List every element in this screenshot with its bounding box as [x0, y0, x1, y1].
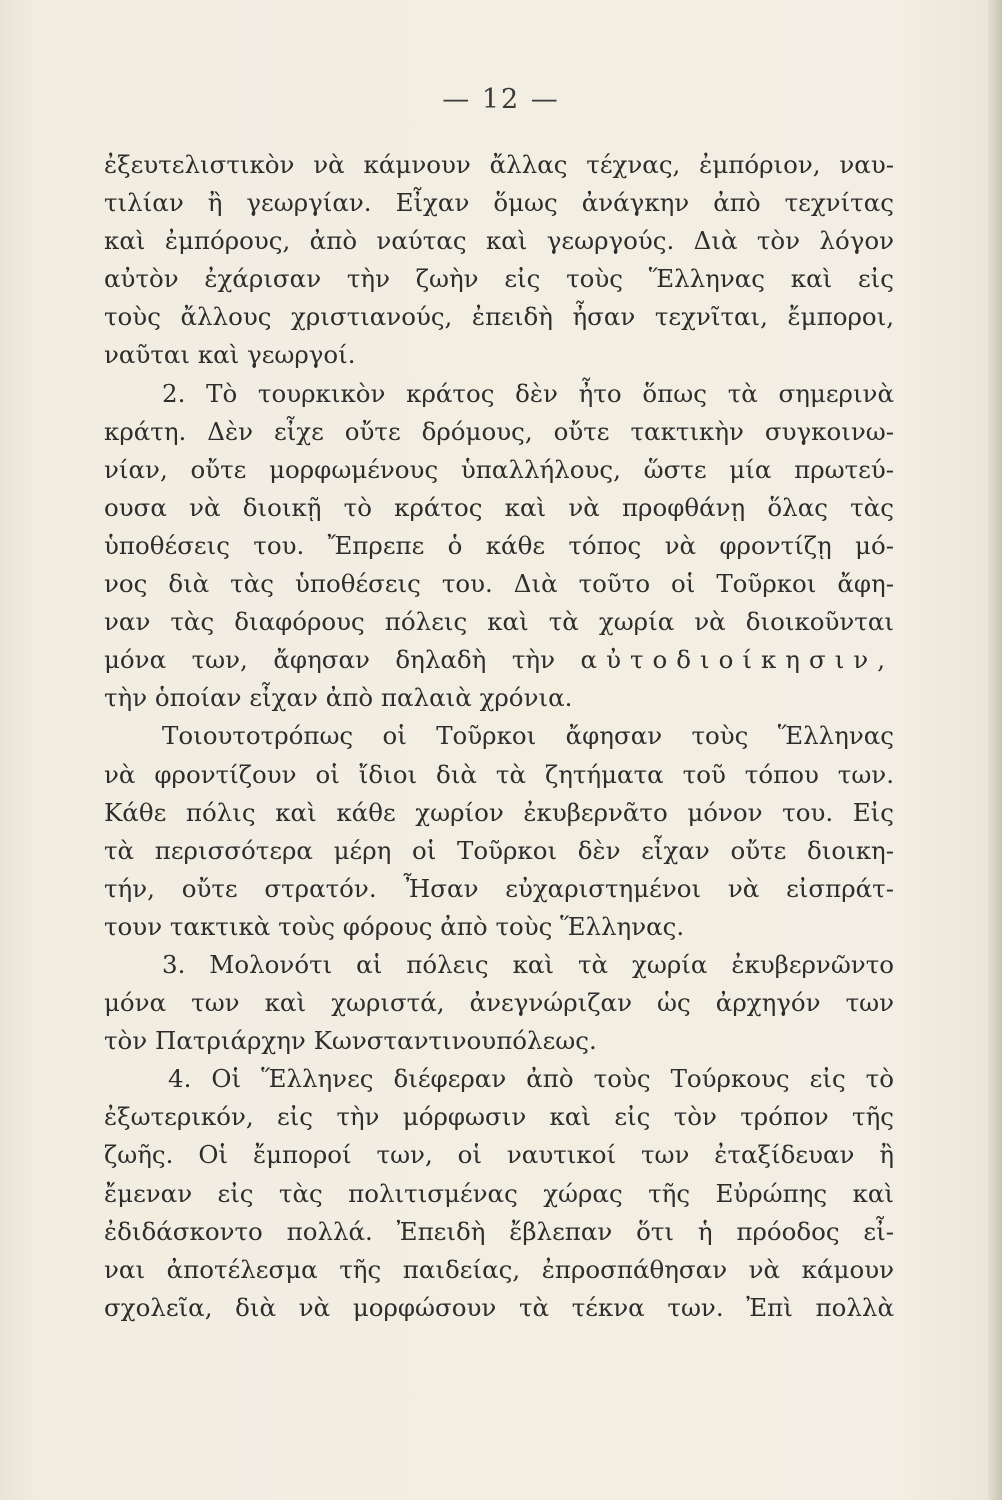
text-line: σχολεῖα, διὰ νὰ μορφώσουν τὰ τέκνα των. Ἐπὶ πολλὰ: [104, 1292, 894, 1322]
text-line: τὸν Πατριάρχην Κωνσταντινουπόλεως.: [104, 1026, 597, 1056]
text-line: ἔμεναν εἰς τὰς πολιτισμένας χώρας τῆς Εὐρώπης καὶ: [104, 1178, 894, 1208]
text-line: 3. Μολονότι αἱ πόλεις καὶ τὰ χωρία ἐκυβερνῶντο: [162, 949, 894, 979]
text-line: 2. Τὸ τουρκικὸν κράτος δὲν ἦτο ὅπως τὰ σημερινὰ: [162, 378, 894, 408]
text-line: Κάθε πόλις καὶ κάθε χωρίον ἐκυβερνᾶτο μόνον του. Εἰς: [104, 797, 894, 827]
body-text: [104, 146, 894, 1327]
text-line: ναῦται καὶ γεωργοί.: [104, 340, 356, 370]
text-line: τὴν ὁποίαν εἶχαν ἀπὸ παλαιὰ χρόνια.: [104, 683, 573, 713]
text-line: τουν τακτικὰ τοὺς φόρους ἀπὸ τοὺς Ἕλληνας.: [104, 911, 685, 941]
text-line: ἐξωτερικόν, εἰς τὴν μόρφωσιν καὶ εἰς τὸν τρόπον τῆς: [104, 1102, 894, 1132]
emphasized-term: αὐτοδιοίκησιν,: [580, 645, 894, 675]
text-line: ουσα νὰ διοικῇ τὸ κράτος καὶ νὰ προφθάνῃ ὅλας τὰς: [104, 492, 894, 522]
text-line: τοὺς ἄλλους χριστιανούς, ἐπειδὴ ἦσαν τεχνῖται, ἔμποροι,: [104, 302, 894, 332]
text-line: κράτη. Δὲν εἶχε οὔτε δρόμους, οὔτε τακτικὴν συγκοινω-: [104, 416, 894, 446]
text-line: αὐτὸν ἐχάρισαν τὴν ζωὴν εἰς τοὺς Ἕλληνας καὶ εἰς: [104, 264, 894, 294]
text-line: νὰ φροντίζουν οἱ ἴδιοι διὰ τὰ ζητήματα τοῦ τόπου των.: [104, 759, 894, 789]
text-line: μόνα των καὶ χωριστά, ἀνεγνώριζαν ὡς ἀρχηγόν των: [104, 988, 894, 1018]
text-line: τὰ περισσότερα μέρη οἱ Τοῦρκοι δὲν εἶχαν οὔτε διοικη-: [104, 835, 894, 865]
text-line: νος διὰ τὰς ὑποθέσεις του. Διὰ τοῦτο οἱ Τοῦρκοι ἄφη-: [104, 569, 894, 599]
text-line: ναν τὰς διαφόρους πόλεις καὶ τὰ χωρία νὰ διοικοῦνται: [104, 607, 894, 637]
text-line: τιλίαν ἢ γεωργίαν. Εἶχαν ὅμως ἀνάγκην ἀπὸ τεχνίτας: [104, 188, 894, 218]
text-line: τήν, οὔτε στρατόν. Ἦσαν εὐχαριστημένοι νὰ εἰσπράτ-: [104, 873, 894, 903]
text-line: ναι ἀποτέλεσμα τῆς παιδείας, ἐπροσπάθησαν νὰ κάμουν: [104, 1254, 894, 1284]
text-line: Τοιουτοτρόπως οἱ Τοῦρκοι ἄφησαν τοὺς Ἕλληνας: [162, 721, 894, 751]
text-line: ὑποθέσεις του. Ἔπρεπε ὁ κάθε τόπος νὰ φροντίζῃ μό-: [104, 530, 894, 560]
text-line: ζωῆς. Οἱ ἔμποροί των, οἱ ναυτικοί των ἐταξίδευαν ἢ: [104, 1140, 894, 1170]
text-line: νίαν, οὔτε μορφωμένους ὑπαλλήλους, ὥστε μία πρωτεύ-: [104, 454, 894, 484]
text-line: ἐδιδάσκοντο πολλά. Ἐπειδὴ ἔβλεπαν ὅτι ἡ πρόοδος εἶ-: [104, 1216, 894, 1246]
text-line: καὶ ἐμπόρους, ἀπὸ ναύτας καὶ γεωργούς. Διὰ τὸν λόγον: [104, 226, 894, 256]
text-line: ἐξευτελιστικὸν νὰ κάμνουν ἄλλας τέχνας, ἐμπόριον, ναυ-: [104, 150, 894, 179]
text-line: 4. Οἱ Ἕλληνες διέφεραν ἀπὸ τοὺς Τούρκους εἰς τὸ: [168, 1064, 894, 1094]
text-line: μόνα των, ἄφησαν δηλαδὴ τὴν αὐτοδιοίκησιν,: [104, 645, 894, 675]
page-edge: [988, 0, 1002, 1500]
page-number: — 12 —: [442, 84, 560, 115]
